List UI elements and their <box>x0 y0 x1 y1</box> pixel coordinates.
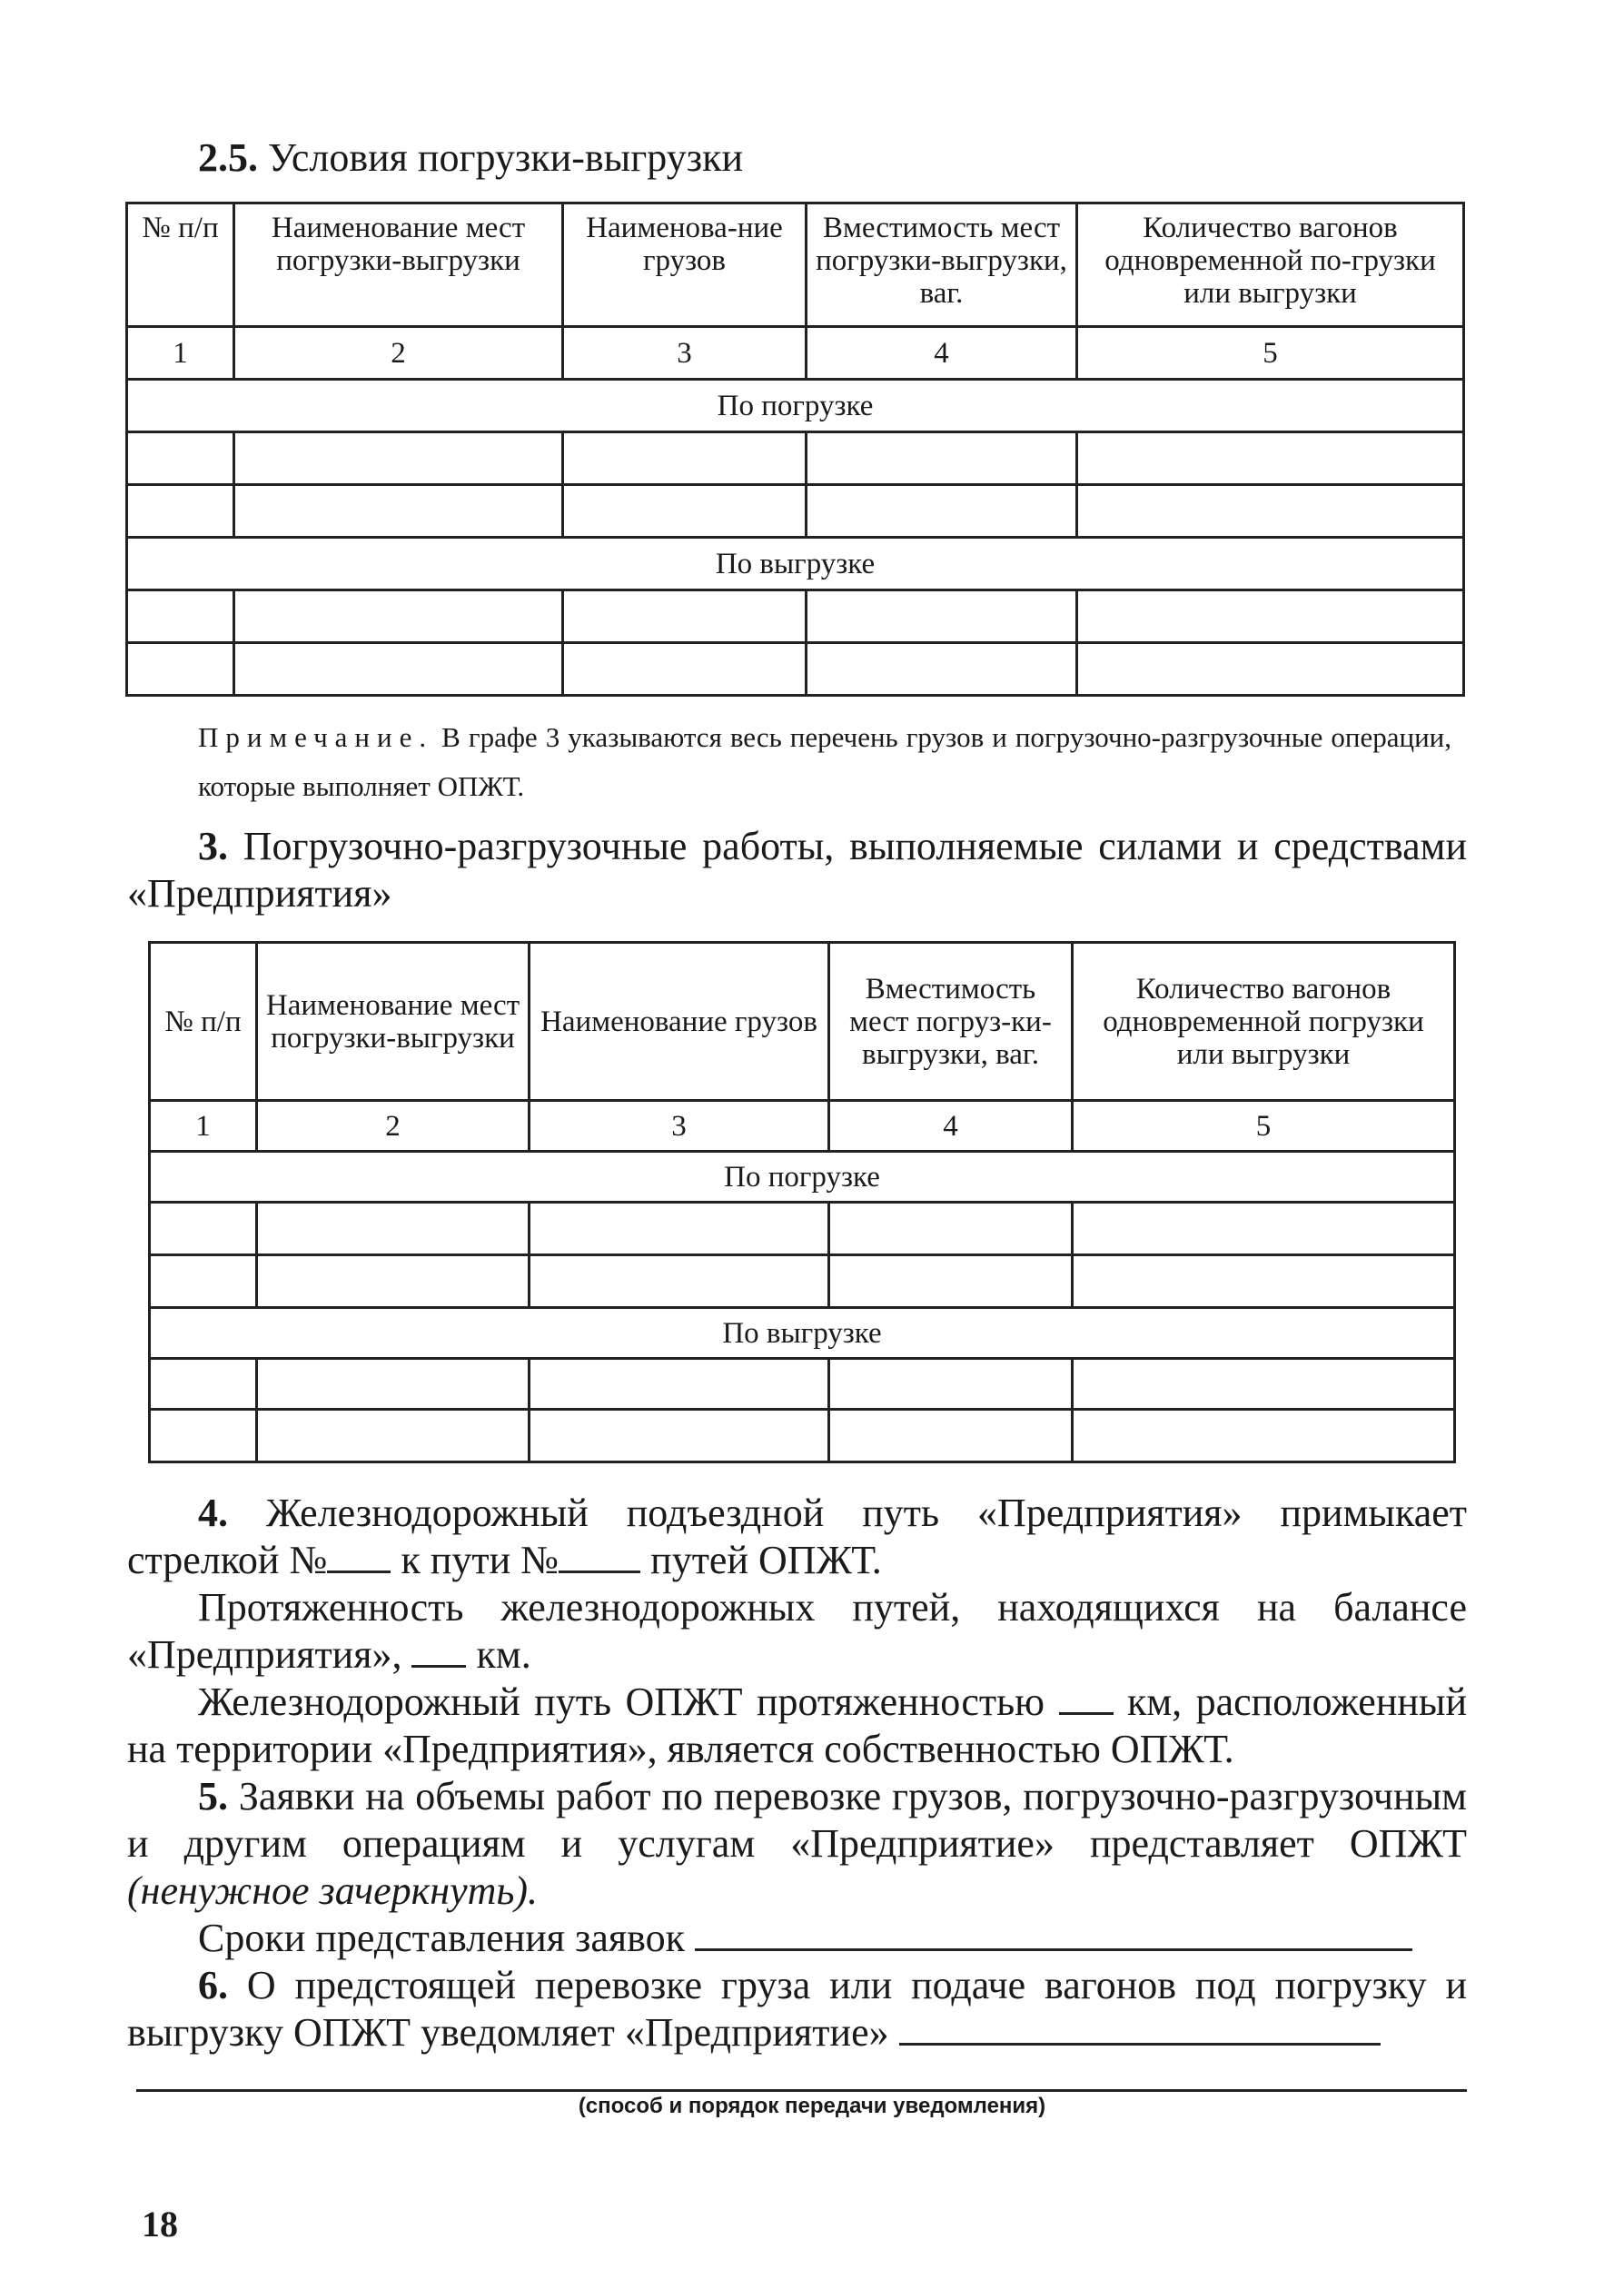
empty-row <box>127 590 1464 643</box>
opzht-track-text-a: Железнодорожный путь ОПЖТ протяженностью <box>198 1680 1045 1724</box>
empty-cell <box>257 1359 530 1410</box>
section-6-paragraph <box>127 1962 1467 2056</box>
column-number: 1 <box>127 327 234 380</box>
deadline-label: Сроки представления заявок <box>198 1916 685 1960</box>
empty-cell <box>150 1255 257 1308</box>
empty-cell <box>530 1203 829 1255</box>
column-number-row <box>127 327 1464 380</box>
loading-conditions-table <box>125 202 1465 697</box>
notification-method-caption: (способ и порядок передачи уведомления) <box>578 2094 1046 2118</box>
empty-cell <box>234 590 563 643</box>
header-cell: № п/п <box>127 203 234 327</box>
column-number: 5 <box>1077 327 1464 380</box>
column-number: 2 <box>257 1101 530 1152</box>
group-label: По погрузке <box>127 380 1464 432</box>
section-4-number: 4. <box>198 1491 228 1535</box>
group-row-loading <box>150 1152 1455 1203</box>
empty-cell <box>150 1203 257 1255</box>
column-number: 2 <box>234 327 563 380</box>
empty-cell <box>1077 432 1464 485</box>
empty-cell <box>530 1255 829 1308</box>
column-number: 4 <box>829 1101 1073 1152</box>
section-3-heading <box>127 823 1467 917</box>
empty-cell <box>257 1203 530 1255</box>
empty-row <box>150 1410 1455 1462</box>
table-header-row <box>150 943 1455 1101</box>
column-number: 3 <box>530 1101 829 1152</box>
empty-cell <box>530 1410 829 1462</box>
empty-cell <box>1073 1203 1455 1255</box>
column-number-row <box>150 1101 1455 1152</box>
header-cell: Вместимость мест погруз-ки-выгрузки, ваг. <box>829 943 1073 1101</box>
section-6-text: О предстоящей перевозке груза или подаче вагонов под погрузку и выгрузку ОПЖТ уведомляет «Предприятие» <box>127 1963 1468 2055</box>
group-label: По выгрузке <box>150 1308 1455 1359</box>
empty-cell <box>150 1359 257 1410</box>
opzht-track-text-b: км, расположенный на территории «Предприятия», является собственностью ОПЖТ. <box>127 1680 1468 1771</box>
empty-cell <box>150 1410 257 1462</box>
empty-cell <box>563 485 807 538</box>
enterprise-loading-table <box>148 941 1456 1463</box>
empty-row <box>127 432 1464 485</box>
header-cell: Наименование грузов <box>530 943 829 1101</box>
track-number-blank[interactable] <box>559 1538 640 1573</box>
table-note <box>198 713 1451 811</box>
empty-row <box>150 1255 1455 1308</box>
empty-cell <box>807 643 1077 696</box>
section-5-italic-note: (ненужное зачеркнуть). <box>127 1868 539 1913</box>
header-cell: Вместимость мест погрузки-выгрузки, ваг. <box>807 203 1077 327</box>
section-6-number: 6. <box>198 1963 228 2007</box>
track-length-text: Протяженность железнодорожных путей, находящихся на балансе «Предприятия», <box>127 1585 1467 1677</box>
empty-cell <box>1073 1359 1455 1410</box>
empty-cell <box>829 1203 1073 1255</box>
track-length-paragraph <box>127 1584 1467 1679</box>
empty-cell <box>1077 643 1464 696</box>
empty-row <box>150 1359 1455 1410</box>
track-length-unit: км. <box>476 1632 531 1677</box>
column-number: 3 <box>563 327 807 380</box>
header-cell: Наименование мест погрузки-выгрузки <box>257 943 530 1101</box>
notification-method-line[interactable] <box>136 2089 1467 2092</box>
track-length-blank[interactable] <box>411 1632 466 1668</box>
empty-cell <box>563 590 807 643</box>
empty-cell <box>127 590 234 643</box>
section-2-5-number: 2.5. <box>198 135 258 180</box>
section-5-number: 5. <box>198 1774 228 1818</box>
empty-cell <box>1077 485 1464 538</box>
switch-number-blank[interactable] <box>327 1538 391 1573</box>
empty-cell <box>530 1359 829 1410</box>
empty-cell <box>257 1255 530 1308</box>
note-text: В графе 3 указываются весь перечень грузов и погрузочно-разгрузочные операции, которые выполняет ОПЖТ. <box>198 721 1451 802</box>
group-label: По выгрузке <box>127 538 1464 590</box>
section-4-paragraph <box>127 1490 1467 1584</box>
header-cell: Наименование мест погрузки-выгрузки <box>234 203 563 327</box>
empty-cell <box>234 485 563 538</box>
opzht-track-paragraph <box>127 1679 1467 1773</box>
note-label: Примечание. <box>198 721 434 753</box>
section-3-title: Погрузочно-разгрузочные работы, выполняемые силами и средствами «Предприятия» <box>127 824 1468 916</box>
deadline-paragraph <box>127 1915 1467 1962</box>
empty-cell <box>563 432 807 485</box>
column-number: 1 <box>150 1101 257 1152</box>
header-cell: Наименова-ние грузов <box>563 203 807 327</box>
group-row-unloading <box>150 1308 1455 1359</box>
header-cell: Количество вагонов одновременной по-грузки или выгрузки <box>1077 203 1464 327</box>
empty-cell <box>563 643 807 696</box>
deadline-blank[interactable] <box>695 1916 1412 1951</box>
empty-cell <box>127 432 234 485</box>
table-header-row <box>127 203 1464 327</box>
empty-cell <box>127 485 234 538</box>
column-number: 5 <box>1073 1101 1455 1152</box>
empty-cell <box>234 643 563 696</box>
header-cell: № п/п <box>150 943 257 1101</box>
section-4-text-c: путей ОПЖТ. <box>650 1538 882 1582</box>
group-label: По погрузке <box>150 1152 1455 1203</box>
section-5-paragraph <box>127 1773 1467 1915</box>
empty-cell <box>1073 1410 1455 1462</box>
empty-cell <box>807 590 1077 643</box>
empty-cell <box>1073 1255 1455 1308</box>
opzht-length-blank[interactable] <box>1059 1680 1114 1715</box>
column-number: 4 <box>807 327 1077 380</box>
empty-cell <box>829 1410 1073 1462</box>
empty-row <box>127 485 1464 538</box>
sections-4-6-body <box>127 1490 1467 2056</box>
empty-cell <box>234 432 563 485</box>
section-4-text-a: Железнодорожный подъездной путь «Предприятия» примыкает стрелкой № <box>127 1491 1467 1582</box>
page-number: 18 <box>142 2204 178 2244</box>
notification-blank[interactable] <box>899 2010 1381 2046</box>
empty-cell <box>829 1255 1073 1308</box>
empty-cell <box>127 643 234 696</box>
empty-row <box>127 643 1464 696</box>
section-2-5-title: Условия погрузки-выгрузки <box>268 135 743 180</box>
empty-row <box>150 1203 1455 1255</box>
group-row-loading <box>127 380 1464 432</box>
header-cell: Количество вагонов одновременной погрузки или выгрузки <box>1073 943 1455 1101</box>
empty-cell <box>257 1410 530 1462</box>
empty-cell <box>1077 590 1464 643</box>
section-4-text-b: к пути № <box>401 1538 559 1582</box>
empty-cell <box>807 485 1077 538</box>
empty-cell <box>807 432 1077 485</box>
empty-cell <box>829 1359 1073 1410</box>
section-3-number: 3. <box>198 824 228 868</box>
section-2-5-heading <box>198 134 743 182</box>
group-row-unloading <box>127 538 1464 590</box>
section-5-text: Заявки на объемы работ по перевозке грузов, погрузочно-разгрузочным и другим операциям и услугам «Предприятие» представляет ОПЖТ <box>127 1774 1467 1866</box>
